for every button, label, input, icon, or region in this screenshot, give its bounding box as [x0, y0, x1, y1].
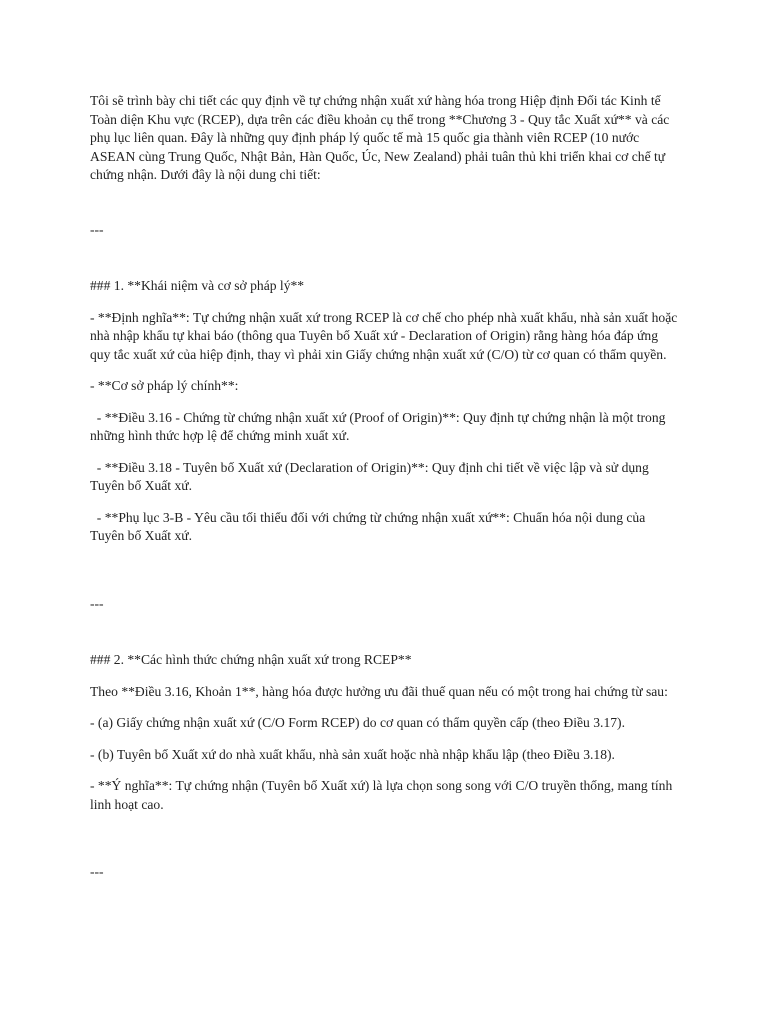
intro-paragraph: Tôi sẽ trình bày chi tiết các quy định về tự chứng nhận xuất xứ hàng hóa trong Hiệp định Đối tác Kinh tế Toàn diện Khu vực (RCEP), dựa trên các điều khoản cụ thể trong **Chương 3 - Quy tắc Xuất xứ** và các phụ lục liên quan. Đây là những quy định pháp lý quốc tế mà 15 quốc gia thành viên RCEP (10 nước ASEAN cùng Trung Quốc, Nhật Bản, Hàn Quốc, Úc, New Zealand) phải tuân thủ khi triển khai cơ chế tự chứng nhận. Dưới đây là nội dung chi tiết: [90, 93, 673, 182]
spacer [90, 559, 680, 595]
option-b-item: - (b) Tuyên bố Xuất xứ do nhà xuất khẩu, nhà sản xuất hoặc nhà nhập khẩu lập (theo Điều 3.18). [90, 746, 615, 762]
legal-item-annex-3-b: - **Phụ lục 3-B - Yêu cầu tối thiểu đối với chứng từ chứng nhận xuất xứ**: Chuẩn hóa nội dung của Tuyên bố Xuất xứ. [90, 509, 649, 543]
legal-basis-label: - **Cơ sở pháp lý chính**: [90, 378, 239, 393]
separator-1: --- [90, 221, 104, 237]
option-a-item: - (a) Giấy chứng nhận xuất xứ (C/O Form RCEP) do cơ quan có thẩm quyền cấp (theo Điều 3.17). [90, 715, 625, 730]
definition-paragraph: - **Định nghĩa**: Tự chứng nhận xuất xứ trong RCEP là cơ chế cho phép nhà xuất khẩu, nhà sản xuất hoặc nhà nhập khẩu tự khai báo (thông qua Tuyên bố Xuất xứ - Declaration of Origin) rằng hàng hóa đáp ứng quy tắc xuất xứ của hiệp định, thay vì phải xin Giấy chứng nhận xuất xứ (C/O) từ cơ quan có thẩm quyền. [90, 309, 681, 362]
legal-item-article-3-18: - **Điều 3.18 - Tuyên bố Xuất xứ (Declaration of Origin)**: Quy định chi tiết về việc lập và sử dụng Tuyên bố Xuất xứ. [90, 459, 652, 493]
spacer [90, 239, 680, 277]
section-2-intro: Theo **Điều 3.16, Khoản 1**, hàng hóa được hưởng ưu đãi thuế quan nếu có một trong hai chứng từ sau: [90, 683, 668, 699]
spacer [90, 613, 680, 651]
separator-2: --- [90, 595, 104, 611]
spacer [90, 827, 680, 863]
section-2-heading: ### 2. **Các hình thức chứng nhận xuất xứ trong RCEP** [90, 652, 412, 667]
legal-item-article-3-16: - **Điều 3.16 - Chứng từ chứng nhận xuất xứ (Proof of Origin)**: Quy định tự chứng nhận là một trong những hình thức hợp lệ để chứng minh xuất xứ. [90, 409, 669, 443]
spacer [90, 185, 680, 221]
document-body [90, 92, 680, 882]
section-1-heading: ### 1. **Khái niệm và cơ sở pháp lý** [90, 278, 305, 293]
separator-3: --- [90, 864, 104, 879]
meaning-paragraph: - **Ý nghĩa**: Tự chứng nhận (Tuyên bố Xuất xứ) là lựa chọn song song với C/O truyền thống, mang tính linh hoạt cao. [90, 778, 676, 812]
